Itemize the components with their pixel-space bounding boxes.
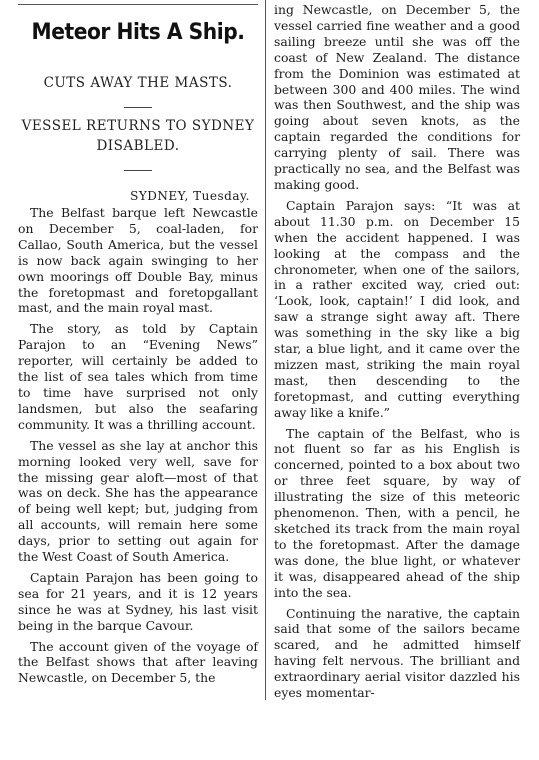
paragraph: The Belfast barque left Newcastle on December 5, coal-laden, for Callao, South America, but the vessel is now back again swinging to her own moorings off Double Bay, minus the foretopmast and foretopgallant mast, and the main royal mast. <box>18 205 258 316</box>
dateline: SYDNEY, Tuesday. <box>130 189 250 203</box>
paragraph: Captain Parajon has been going to sea for 21 years, and it is 12 years since he was at Sydney, his last visit being in the barque Cavour. <box>18 569 258 633</box>
paragraph: Continuing the narative, the captain said that some of the sailors became scared, and he admitted himself having felt nervous. The brilliant and extraordinary aerial visitor dazzled his eyes momentar- <box>274 605 520 701</box>
paragraph: The vessel as she lay at anchor this morning looked very well, save for the missing gear aloft—most of that was on deck. She has the appearance of being well kept; but, judging from all accounts, will remain here some days, prior to setting out again for the West Coast of South America. <box>18 437 258 565</box>
headline: Meteor Hits A Ship. <box>31 20 245 45</box>
paragraph: The story, as told by Captain Parajon to an “Evening News” reporter, will certainly be added to the list of sea tales which from time to time have surprised not only landsmen, but also the seafaring community. It was a thrilling account. <box>18 321 258 432</box>
left-column <box>18 0 258 686</box>
subheading-masts: CUTS AWAY THE MASTS. <box>43 75 233 91</box>
subheading-vessel-returns: VESSEL RETURNS TO SYDNEY DISABLED. <box>21 118 255 154</box>
right-column <box>274 0 520 701</box>
paragraph: The account given of the voyage of the Belfast shows that after leaving Newcastle, on December 5, the <box>18 638 258 686</box>
separator-dash <box>124 170 152 171</box>
column-divider <box>265 0 266 700</box>
paragraph: Captain Parajon says: “It was at about 11.30 p.m. on December 15 when the accident happened. I was looking at the compass and the chronometer, when one of the sailors, in a rather excited way, cried out: ‘Look, look, captain!’ I did look, and saw a strange sight away aft. There was something in the sky like a big star, a blue light, and it came over the mizzen mast, striking the main royal mast, then descending to the foretopmast, and cutting everything away like a knife.” <box>274 197 520 420</box>
paragraph: The captain of the Belfast, who is not fluent so far as his English is concerned, pointed to a box about two or three feet square, by way of illustrating the size of this meteoric phenomenon. Then, with a pencil, he sketched its track from the main royal to the foretopmast. After the damage was done, the blue light, or whatever it was, disappeared ahead of the ship into the sea. <box>274 425 520 600</box>
separator-dash <box>124 107 152 108</box>
paragraph-continued: ing Newcastle, on December 5, the vessel carried fine weather and a good sailing breeze until she was off the coast of New Zealand. The distance from the Dominion was estimated at between 300 and 400 miles. The wind was then Southwest, and the ship was going about seven knots, as the captain regarded the conditions for carrying plenty of sail. There was practically no sea, and the Belfast was making good. <box>274 2 520 192</box>
